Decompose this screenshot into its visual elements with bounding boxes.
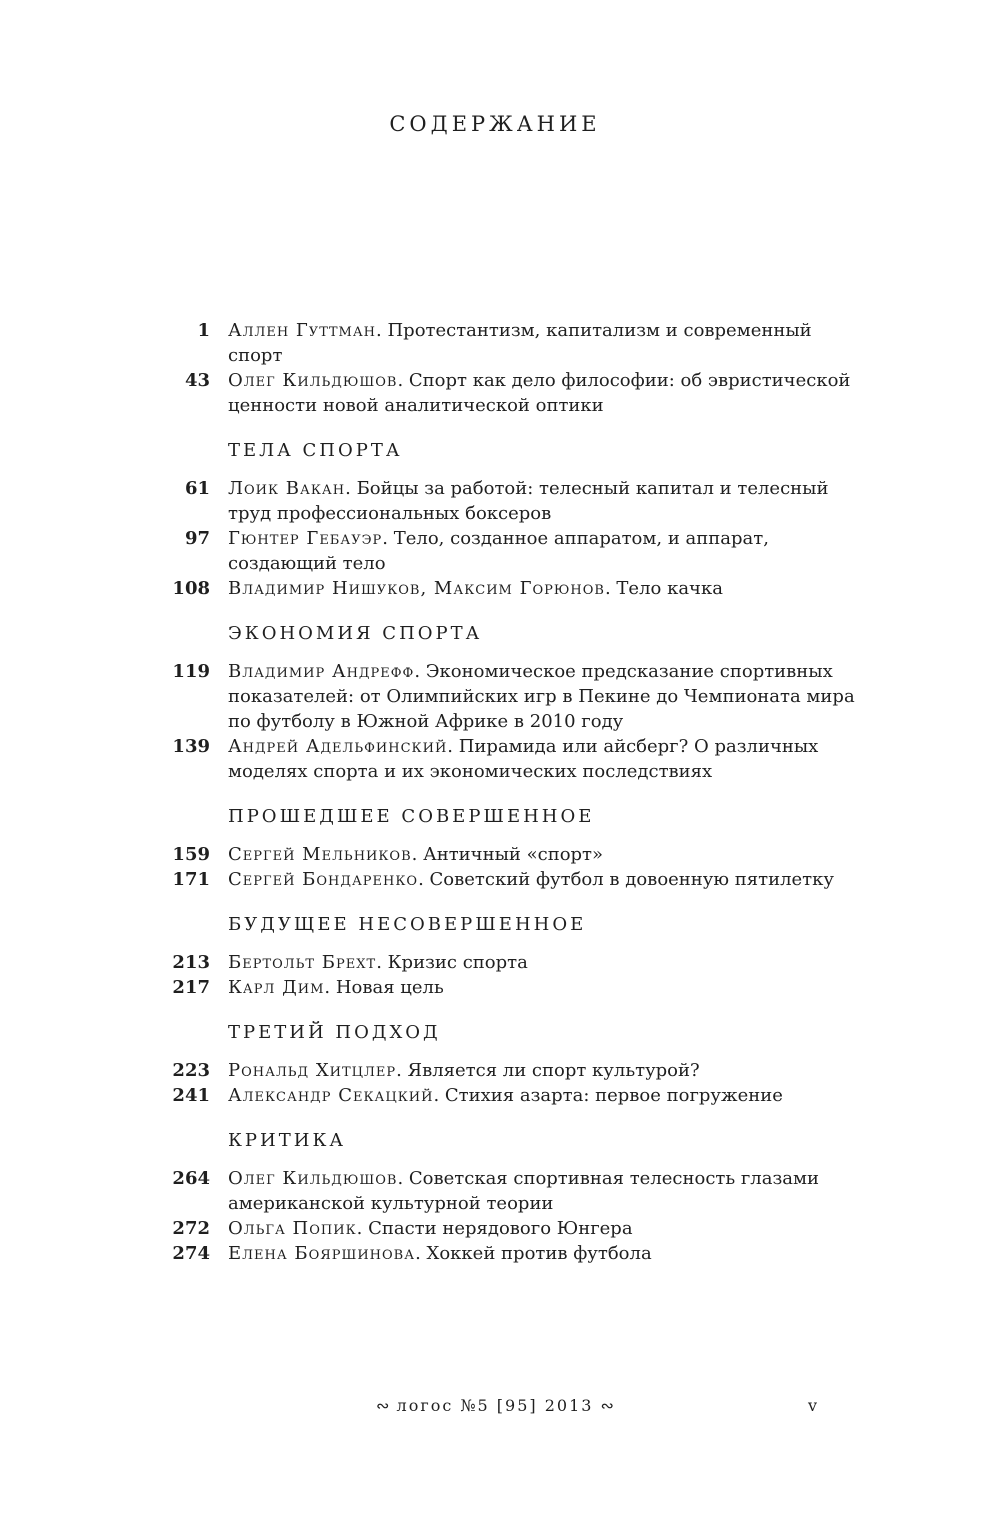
author-name: Бертольт Брехт <box>228 952 377 973</box>
toc-entry[interactable] <box>0 1058 1000 1083</box>
toc-entry[interactable] <box>0 1216 1000 1241</box>
entry-text <box>228 1216 868 1241</box>
page-number: 1 <box>197 320 210 341</box>
entry-text <box>228 975 868 1000</box>
page-number: 159 <box>172 844 210 865</box>
page-number: 108 <box>172 578 210 599</box>
page-number: 264 <box>172 1168 210 1189</box>
tilde-ornament-icon: ∾ <box>376 1396 390 1415</box>
toc-entry[interactable] <box>0 867 1000 892</box>
toc-entry[interactable] <box>0 1241 1000 1266</box>
section-title: ТРЕТИЙ ПОДХОД <box>228 1022 441 1043</box>
journal-name: логос №5 [95] 2013 <box>396 1396 594 1415</box>
tilde-ornament-icon: ∾ <box>600 1396 614 1415</box>
page-number: 171 <box>172 869 210 890</box>
author-name: Аллен Гуттман <box>228 320 377 341</box>
toc-entry[interactable] <box>0 526 1000 576</box>
entry-text <box>228 318 868 368</box>
entry-text <box>228 576 868 601</box>
entry-text <box>228 734 868 784</box>
author-name: Александр Секацкий <box>228 1085 434 1106</box>
entry-text <box>228 867 868 892</box>
page-folio: v <box>808 1396 818 1415</box>
author-name: Андрей Адельфинский <box>228 736 448 757</box>
section-title: ПРОШЕДШЕЕ СОВЕРШЕННОЕ <box>228 806 595 827</box>
article-title: . Советская спортивная телесность глазами американской культурной теории <box>228 1168 820 1214</box>
author-name: Елена Бояршинова <box>228 1243 416 1264</box>
toc-entry[interactable] <box>0 659 1000 734</box>
entry-text <box>228 1083 868 1108</box>
author-name: Сергей Бондаренко <box>228 869 419 890</box>
toc-entry[interactable] <box>0 842 1000 867</box>
section-title: КРИТИКА <box>228 1130 347 1151</box>
article-title: . Экономическое предсказание спортивных показателей: от Олимпийских игр в Пекине до Чемпионата мира по футболу в Южной Африке в 2010 году <box>228 661 855 732</box>
author-name: Гюнтер Гебауэр <box>228 528 383 549</box>
author-name: Лоик Вакан <box>228 478 346 499</box>
page-number: 43 <box>184 370 210 391</box>
author-name: Владимир Андрефф <box>228 661 415 682</box>
page-footer <box>0 1393 1000 1423</box>
toc-entry[interactable] <box>0 576 1000 601</box>
journal-imprint <box>330 1393 660 1419</box>
page-number: 272 <box>172 1218 210 1239</box>
toc-entry[interactable] <box>0 734 1000 784</box>
toc-entry[interactable] <box>0 1166 1000 1216</box>
article-title: . Кризис спорта <box>376 952 528 973</box>
article-title: . Протестантизм, капитализм и современный спорт <box>228 320 812 366</box>
toc-entry[interactable] <box>0 1083 1000 1108</box>
article-title: . Спорт как дело философии: об эвристической ценности новой аналитической оптики <box>228 370 851 416</box>
author-name: Рональд Хитцлер <box>228 1060 397 1081</box>
entry-text <box>228 842 868 867</box>
article-title: . Античный «спорт» <box>411 844 604 865</box>
section-title: БУДУЩЕЕ НЕСОВЕРШЕННОЕ <box>228 914 587 935</box>
author-name: Олег Кильдюшов <box>228 1168 398 1189</box>
article-title: . Хоккей против футбола <box>415 1243 652 1264</box>
entry-text <box>228 1058 868 1083</box>
article-title: . Советский футбол в довоенную пятилетку <box>418 869 834 890</box>
article-title: . Стихия азарта: первое погружение <box>433 1085 783 1106</box>
page-title: СОДЕРЖАНИЕ <box>389 112 601 136</box>
article-title: . Новая цель <box>324 977 444 998</box>
author-name: Ольга Попик <box>228 1218 357 1239</box>
section-title: ТЕЛА СПОРТА <box>228 440 403 461</box>
page-number: 97 <box>184 528 210 549</box>
section-title: ЭКОНОМИЯ СПОРТА <box>228 623 483 644</box>
page-number: 217 <box>172 977 210 998</box>
article-title: . Является ли спорт культурой? <box>396 1060 700 1081</box>
page-number: 223 <box>172 1060 210 1081</box>
page-number: 274 <box>172 1243 210 1264</box>
entry-text <box>228 950 868 975</box>
entry-text <box>228 1241 868 1266</box>
page-number: 61 <box>184 478 210 499</box>
author-name: Карл Дим <box>228 977 325 998</box>
toc-entry[interactable] <box>0 318 1000 368</box>
toc-entry[interactable] <box>0 368 1000 418</box>
article-title: . Тело, созданное аппаратом, и аппарат, создающий тело <box>228 528 769 574</box>
entry-text <box>228 368 868 418</box>
entry-text <box>228 1166 868 1216</box>
article-title: . Пирамида или айсберг? О различных моделях спорта и их экономических последствиях <box>228 736 819 782</box>
page-number: 241 <box>172 1085 210 1106</box>
article-title: . Спасти нерядового Юнгера <box>356 1218 633 1239</box>
table-of-contents <box>0 318 1000 1266</box>
entry-text <box>228 476 868 526</box>
article-title: . Тело качка <box>604 578 723 599</box>
entry-text <box>228 526 868 576</box>
author-name: Владимир Нишуков, Максим Горюнов <box>228 578 605 599</box>
author-name: Сергей Мельников <box>228 844 412 865</box>
author-name: Олег Кильдюшов <box>228 370 398 391</box>
page-number: 213 <box>172 952 210 973</box>
entry-text <box>228 659 868 734</box>
article-title: . Бойцы за работой: телесный капитал и телесный труд профессиональных боксеров <box>228 478 829 524</box>
page-number: 139 <box>172 736 210 757</box>
toc-entry[interactable] <box>0 476 1000 526</box>
toc-entry[interactable] <box>0 950 1000 975</box>
toc-entry[interactable] <box>0 975 1000 1000</box>
page-number: 119 <box>172 661 210 682</box>
